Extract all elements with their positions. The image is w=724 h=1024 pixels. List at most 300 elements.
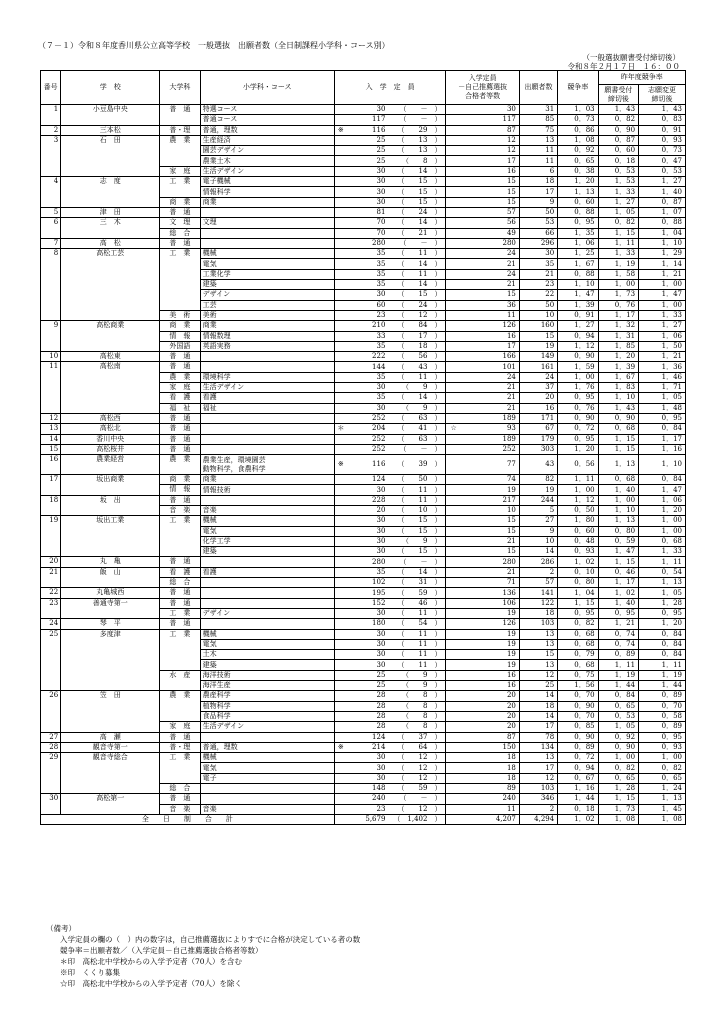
department: 音 楽	[160, 804, 200, 814]
ratio-value: 0．90	[558, 352, 598, 362]
prev-final-value: 0．91	[639, 125, 686, 135]
prev-deadline-value: 1．58	[598, 269, 638, 279]
course-name: 農産科学	[200, 691, 334, 701]
header-school: 学 校	[61, 71, 160, 105]
adjusted-value: 15	[461, 187, 520, 197]
applicants-value: 19	[519, 485, 557, 495]
table-row	[41, 352, 686, 362]
prev-deadline-value: 0．87	[598, 135, 638, 145]
applicants-value: 12	[519, 773, 557, 783]
pre-admitted: （ 64 ）	[387, 742, 446, 752]
prev-final-value: 1．00	[639, 280, 686, 290]
prev-deadline-value: 1．15	[598, 434, 638, 444]
ratio-value: 0．80	[558, 578, 598, 588]
adjusted-value: 150	[461, 742, 520, 752]
total-ratio: 1．02	[558, 814, 598, 824]
pre-admitted: （ 46 ）	[387, 598, 446, 608]
capacity-mark	[334, 763, 347, 773]
school-name: 志 度	[61, 177, 160, 208]
adjusted-mark	[446, 362, 461, 372]
prev-final-value: 0．54	[639, 567, 686, 577]
applicants-value: 50	[519, 300, 557, 310]
adjusted-value: 19	[461, 629, 520, 639]
adjusted-mark	[446, 505, 461, 515]
adjusted-mark	[446, 794, 461, 804]
capacity-value: 60	[347, 300, 387, 310]
applicants-value: 66	[519, 228, 557, 238]
adjusted-mark	[446, 249, 461, 259]
prev-final-value: 0．83	[639, 115, 686, 125]
table-row	[41, 455, 686, 475]
adjusted-mark	[446, 557, 461, 567]
applicants-value: 161	[519, 362, 557, 372]
prev-deadline-value: 1．17	[598, 578, 638, 588]
adjusted-mark	[446, 670, 461, 680]
ratio-value: 0．90	[558, 413, 598, 423]
prev-final-value: 1．29	[639, 249, 686, 259]
capacity-mark	[334, 567, 347, 577]
timestamp: 令和８年２月１７日 １６：００	[567, 62, 680, 71]
school-name: 農業経営	[61, 455, 160, 475]
prev-deadline-value: 0．89	[598, 650, 638, 660]
adjusted-value: 126	[461, 321, 520, 331]
prev-final-value: 1．07	[639, 207, 686, 217]
school-name: 丸亀城西	[61, 588, 160, 598]
ratio-value: 0．38	[558, 166, 598, 176]
prev-deadline-value: 0．60	[598, 146, 638, 156]
course-name: 電気	[200, 639, 334, 649]
department: 家 庭	[160, 166, 200, 176]
prev-deadline-value: 1．83	[598, 383, 638, 393]
capacity-value: 116	[347, 455, 387, 475]
prev-final-value: 1．24	[639, 784, 686, 794]
ratio-value: 0．72	[558, 424, 598, 434]
prev-final-value: 1．21	[639, 352, 686, 362]
capacity-value: 30	[347, 547, 387, 557]
capacity-value: 228	[347, 495, 387, 505]
capacity-value: 30	[347, 383, 387, 393]
adjusted-value: 15	[461, 547, 520, 557]
course-name: 普通，理数	[200, 125, 334, 135]
capacity-value: 102	[347, 578, 387, 588]
department: 普 通	[160, 434, 200, 444]
adjusted-value: 17	[461, 156, 520, 166]
adjusted-value: 189	[461, 413, 520, 423]
adjusted-value: 20	[461, 691, 520, 701]
adjusted-value: 11	[461, 310, 520, 320]
header-prev-final: 志願変更 締切後	[639, 85, 686, 105]
pre-admitted: （ 8 ）	[387, 722, 446, 732]
capacity-mark	[334, 393, 347, 403]
capacity-value: 30	[347, 536, 387, 546]
department: 看 護	[160, 393, 200, 403]
capacity-mark	[334, 578, 347, 588]
adjusted-value: 106	[461, 598, 520, 608]
capacity-mark	[334, 660, 347, 670]
capacity-mark	[334, 280, 347, 290]
adjusted-value: 19	[461, 639, 520, 649]
capacity-value: 222	[347, 352, 387, 362]
course-name	[200, 784, 334, 794]
notes-heading: （備考）	[46, 924, 76, 933]
prev-deadline-value: 0．76	[598, 300, 638, 310]
capacity-value: 28	[347, 691, 387, 701]
course-name	[200, 557, 334, 567]
table-row	[41, 125, 686, 135]
prev-final-value: 0．84	[639, 424, 686, 434]
department: 工 業	[160, 608, 200, 618]
row-number: 4	[41, 177, 61, 208]
ratio-value: 0．82	[558, 619, 598, 629]
document-title: （７－１）令和８年度香川県公立高等学校 一般選抜 出願者数（全日制課程小学科・コース別）	[38, 41, 390, 50]
adjusted-mark	[446, 218, 461, 228]
capacity-value: 25	[347, 146, 387, 156]
adjusted-mark	[446, 310, 461, 320]
capacity-mark	[334, 619, 347, 629]
ratio-value: 0．95	[558, 608, 598, 618]
course-name	[200, 434, 334, 444]
department: 普 通	[160, 207, 200, 217]
adjusted-mark	[446, 629, 461, 639]
applicants-value: 160	[519, 321, 557, 331]
capacity-mark	[334, 588, 347, 598]
adjusted-value: 280	[461, 557, 520, 567]
row-number: 7	[41, 238, 61, 248]
course-name: 機械	[200, 629, 334, 639]
total-mark	[334, 814, 347, 824]
adjusted-value: 21	[461, 567, 520, 577]
capacity-value: 30	[347, 526, 387, 536]
adjusted-mark	[446, 516, 461, 526]
course-name: 電気	[200, 526, 334, 536]
prev-final-value: 0．89	[639, 722, 686, 732]
course-name: 生活デザイン	[200, 383, 334, 393]
row-number: 9	[41, 321, 61, 352]
ratio-value: 0．68	[558, 660, 598, 670]
department: 水 産	[160, 670, 200, 691]
table-row	[41, 135, 686, 145]
prev-final-value: 1．20	[639, 619, 686, 629]
total-adjusted: 4,207	[461, 814, 520, 824]
pre-admitted: （ 8 ）	[387, 691, 446, 701]
adjusted-value: 93	[461, 424, 520, 434]
ratio-value: 0．68	[558, 629, 598, 639]
capacity-value: 117	[347, 115, 387, 125]
pre-admitted: （ 9 ）	[387, 681, 446, 691]
school-name: 香川中央	[61, 434, 160, 444]
capacity-mark	[334, 794, 347, 804]
prev-final-value: 1．27	[639, 321, 686, 331]
adjusted-mark	[446, 691, 461, 701]
prev-final-value: 1．28	[639, 598, 686, 608]
capacity-value: 252	[347, 413, 387, 423]
course-name: 電気	[200, 259, 334, 269]
capacity-value: 81	[347, 207, 387, 217]
capacity-value: 240	[347, 794, 387, 804]
capacity-mark	[334, 166, 347, 176]
ratio-value: 0．90	[558, 701, 598, 711]
ratio-value: 1．13	[558, 187, 598, 197]
header-applicants: 出願者数	[519, 71, 557, 105]
ratio-value: 0．68	[558, 639, 598, 649]
course-name	[200, 352, 334, 362]
capacity-value: 30	[347, 516, 387, 526]
prev-final-value: 1．40	[639, 187, 686, 197]
capacity-mark	[334, 505, 347, 515]
ratio-value: 0．56	[558, 455, 598, 475]
header-prev-deadline: 願書受付 締切後	[598, 85, 638, 105]
adjusted-value: 15	[461, 290, 520, 300]
adjusted-mark	[446, 608, 461, 618]
course-name: 建築	[200, 280, 334, 290]
prev-final-value: 1．04	[639, 228, 686, 238]
prev-final-value: 0．95	[639, 413, 686, 423]
course-name: 機械	[200, 249, 334, 259]
course-name	[200, 228, 334, 238]
adjusted-value: 117	[461, 115, 520, 125]
school-name: 坂出工業	[61, 516, 160, 557]
capacity-value: 70	[347, 228, 387, 238]
school-name: 琴 平	[61, 619, 160, 629]
capacity-value: 152	[347, 598, 387, 608]
capacity-value: 23	[347, 310, 387, 320]
prev-final-value: 1．06	[639, 495, 686, 505]
course-name: 看護	[200, 393, 334, 403]
adjusted-value: 57	[461, 207, 520, 217]
adjusted-value: 56	[461, 218, 520, 228]
prev-deadline-value: 1．20	[598, 352, 638, 362]
capacity-value: 30	[347, 650, 387, 660]
course-name	[200, 578, 334, 588]
pre-admitted: （ 56 ）	[387, 352, 446, 362]
adjusted-mark	[446, 455, 461, 475]
applicants-value: 296	[519, 238, 557, 248]
table-row	[41, 794, 686, 804]
total-capacity: 5,679	[347, 814, 387, 824]
ratio-value: 0．91	[558, 310, 598, 320]
department: 普 通	[160, 588, 200, 598]
ratio-value: 1．67	[558, 259, 598, 269]
ratio-value: 0．65	[558, 156, 598, 166]
pre-admitted: （ 50 ）	[387, 475, 446, 485]
department: 総 合	[160, 784, 200, 794]
course-name: 音楽	[200, 505, 334, 515]
capacity-mark	[334, 722, 347, 732]
capacity-mark	[334, 177, 347, 187]
pre-admitted: （ 21 ）	[387, 228, 446, 238]
pre-admitted: （ 37 ）	[387, 732, 446, 742]
prev-final-value: 1．13	[639, 578, 686, 588]
ratio-value: 1．56	[558, 681, 598, 691]
table-row	[41, 424, 686, 434]
prev-final-value: 1．17	[639, 434, 686, 444]
course-name: 海洋技術	[200, 670, 334, 680]
adjusted-mark	[446, 495, 461, 505]
adjusted-value: 16	[461, 670, 520, 680]
ratio-value: 1．12	[558, 341, 598, 351]
applicants-value: 43	[519, 455, 557, 475]
row-number: 20	[41, 557, 61, 567]
prev-final-value: 1．13	[639, 794, 686, 804]
school-name: 高松工芸	[61, 249, 160, 321]
applicants-value: 13	[519, 639, 557, 649]
adjusted-mark	[446, 485, 461, 495]
capacity-value: 25	[347, 135, 387, 145]
ratio-value: 1．39	[558, 300, 598, 310]
prev-deadline-value: 1．02	[598, 588, 638, 598]
department: 普 通	[160, 413, 200, 423]
capacity-value: 210	[347, 321, 387, 331]
course-name: 生活デザイン	[200, 166, 334, 176]
school-name: 笠 田	[61, 691, 160, 732]
school-name: 高松商業	[61, 321, 160, 352]
department: 工 業	[160, 177, 200, 198]
prev-deadline-value: 1．73	[598, 804, 638, 814]
pre-admitted: （ 10 ）	[387, 505, 446, 515]
capacity-value: 30	[347, 629, 387, 639]
school-name: 三本松	[61, 125, 160, 135]
capacity-mark	[334, 681, 347, 691]
prev-deadline-value: 1．21	[598, 619, 638, 629]
course-name: 普通コース	[200, 115, 334, 125]
table-row	[41, 218, 686, 228]
course-name: 農業生産，環境園芸 動物科学，食農科学	[200, 455, 334, 475]
pre-admitted: （ 11 ）	[387, 660, 446, 670]
pre-admitted: （ 15 ）	[387, 547, 446, 557]
total-adjusted-mark	[446, 814, 461, 824]
school-name: 坂出商業	[61, 475, 160, 496]
row-number: 13	[41, 424, 61, 434]
department: 普 通	[160, 362, 200, 372]
adjusted-value: 87	[461, 732, 520, 742]
adjusted-mark	[446, 393, 461, 403]
row-number: 15	[41, 444, 61, 454]
prev-deadline-value: 0．74	[598, 639, 638, 649]
total-label: 全 日 制 合 計	[41, 814, 335, 824]
adjusted-mark	[446, 352, 461, 362]
course-name: 農業土木	[200, 156, 334, 166]
adjusted-value: 19	[461, 485, 520, 495]
adjusted-value: 21	[461, 259, 520, 269]
adjusted-mark	[446, 290, 461, 300]
row-number: 22	[41, 588, 61, 598]
capacity-mark	[334, 146, 347, 156]
department: 普 通	[160, 105, 200, 126]
pre-admitted: （ 12 ）	[387, 753, 446, 763]
prev-final-value: 1．33	[639, 310, 686, 320]
adjusted-value: 136	[461, 588, 520, 598]
ratio-value: 0．79	[558, 650, 598, 660]
prev-final-value: 1．46	[639, 372, 686, 382]
total-row	[41, 814, 686, 824]
capacity-value: 144	[347, 362, 387, 372]
ratio-value: 0．95	[558, 434, 598, 444]
applicants-value: 78	[519, 732, 557, 742]
capacity-mark	[334, 495, 347, 505]
ratio-value: 0．48	[558, 536, 598, 546]
prev-deadline-value: 1．17	[598, 310, 638, 320]
course-name: 情報数理	[200, 331, 334, 341]
prev-deadline-value: 1．67	[598, 372, 638, 382]
prev-final-value: 1．10	[639, 455, 686, 475]
school-name: 高松東	[61, 352, 160, 362]
row-number: 23	[41, 598, 61, 619]
capacity-mark	[334, 321, 347, 331]
capacity-value: 35	[347, 372, 387, 382]
applicants-value: 11	[519, 146, 557, 156]
adjusted-mark	[446, 372, 461, 382]
adjusted-value: 17	[461, 341, 520, 351]
capacity-value: 30	[347, 166, 387, 176]
course-name: 化学工学	[200, 536, 334, 546]
school-name: 多度津	[61, 629, 160, 691]
capacity-value: 23	[347, 804, 387, 814]
ratio-value: 0．92	[558, 146, 598, 156]
capacity-mark: ＊	[334, 424, 347, 434]
capacity-mark: ※	[334, 742, 347, 752]
prev-deadline-value: 0．90	[598, 413, 638, 423]
row-number: 30	[41, 794, 61, 815]
row-number: 16	[41, 455, 61, 475]
prev-final-value: 0．87	[639, 197, 686, 207]
adjusted-mark	[446, 619, 461, 629]
prev-deadline-value: 0．59	[598, 536, 638, 546]
adjusted-mark	[446, 321, 461, 331]
prev-deadline-value: 0．82	[598, 763, 638, 773]
ratio-value: 1．27	[558, 321, 598, 331]
adjusted-value: 15	[461, 526, 520, 536]
school-name: 高松桜井	[61, 444, 160, 454]
department: 総 合	[160, 228, 200, 238]
prev-deadline-value: 1．15	[598, 794, 638, 804]
ratio-value: 1．06	[558, 238, 598, 248]
capacity-value: 30	[347, 753, 387, 763]
header-ratio: 競争率	[558, 71, 598, 105]
pre-admitted: （ 9 ）	[387, 536, 446, 546]
department: 普 通	[160, 424, 200, 434]
department: 普 通	[160, 495, 200, 505]
capacity-value: 28	[347, 701, 387, 711]
course-name: 普通，理数	[200, 742, 334, 752]
ratio-value: 1．59	[558, 362, 598, 372]
prev-deadline-value: 0．74	[598, 629, 638, 639]
ratio-value: 1．20	[558, 177, 598, 187]
prev-deadline-value: 1．19	[598, 259, 638, 269]
ratio-value: 1．80	[558, 516, 598, 526]
capacity-value: 30	[347, 197, 387, 207]
capacity-mark	[334, 310, 347, 320]
school-name: 善通寺第一	[61, 598, 160, 619]
prev-deadline-value: 1．05	[598, 722, 638, 732]
department: 商 業	[160, 197, 200, 207]
capacity-value: 35	[347, 259, 387, 269]
pre-admitted: （ 11 ）	[387, 372, 446, 382]
course-name: 電子機械	[200, 177, 334, 187]
prev-final-value: 0．58	[639, 711, 686, 721]
course-name: 土木	[200, 650, 334, 660]
adjusted-mark	[446, 578, 461, 588]
adjusted-mark	[446, 434, 461, 444]
pre-admitted: （ － ）	[387, 794, 446, 804]
ratio-value: 0．95	[558, 218, 598, 228]
adjusted-value: 16	[461, 331, 520, 341]
adjusted-value: 21	[461, 403, 520, 413]
capacity-mark	[334, 557, 347, 567]
department: 音 楽	[160, 505, 200, 515]
prev-final-value: 0．70	[639, 701, 686, 711]
adjusted-value: 20	[461, 701, 520, 711]
adjusted-mark	[446, 763, 461, 773]
